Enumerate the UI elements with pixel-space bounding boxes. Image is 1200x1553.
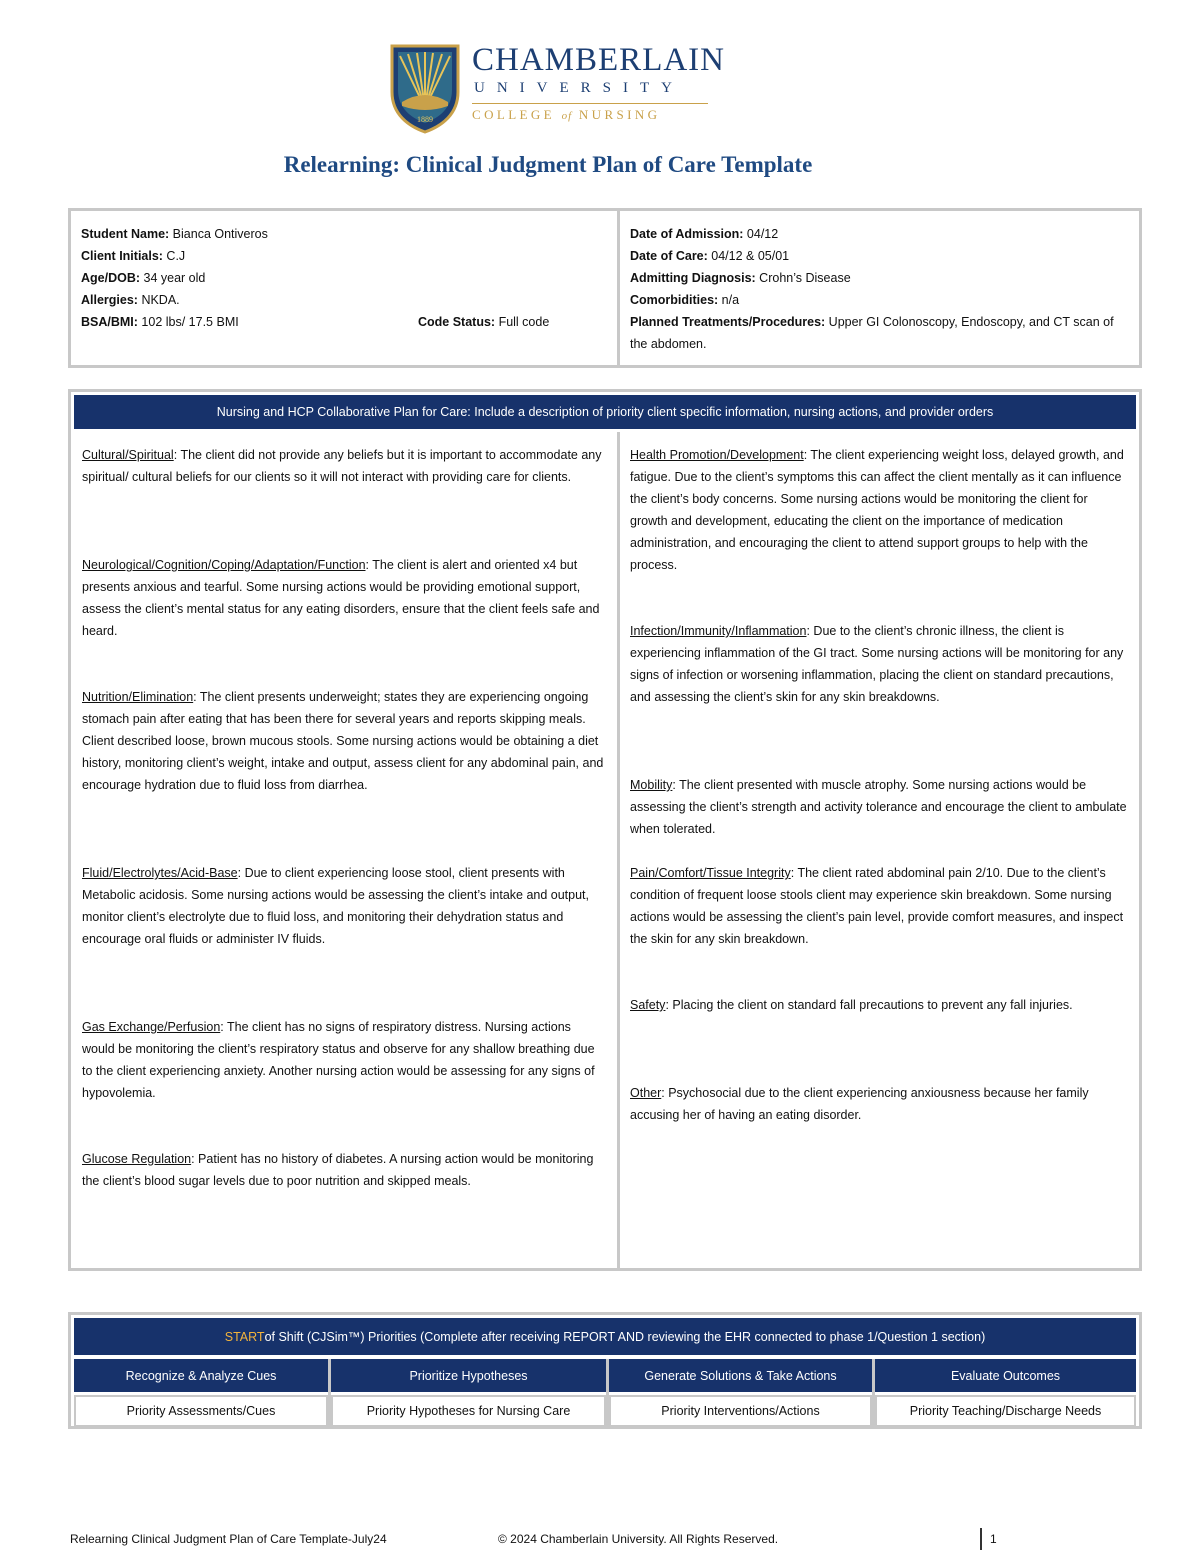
section-pain-comfort: Pain/Comfort/Tissue Integrity: The client rated abdominal pain 2/10. Due to the client’s condition of frequent loose stools client may experience skin breakdown. Some nursing actions would be assessing the client’s pain level, provide comfort measures, and inspect the skin for any skin breakdown.: [630, 866, 1124, 946]
start-shift-header: START of Shift (CJSim™) Priorities (Complete after receiving REPORT AND reviewing the EHR connected to phase 1/Question 1 section): [74, 1318, 1136, 1355]
client-initials-row: Client Initials: C.J: [81, 249, 186, 263]
priority-interventions: Priority Interventions/Actions: [609, 1395, 872, 1427]
page-number: 1: [990, 1532, 997, 1546]
section-nutrition-elimination: Nutrition/Elimination: The client presents underweight; states they are experiencing ongoing stomach pain after eating that has been there for several years and reports skipping meals. Client described loose, brown mucous stools. Some nursing actions would be obtaining a diet history, monitoring client’s weight, intake and output, assess client for any abdominal pain, and encourage hydration due to fluid loss from diarrhea.: [82, 690, 604, 792]
age-row: Age/DOB: 34 year old: [81, 271, 206, 285]
chamberlain-logo: [388, 42, 726, 134]
section-neurological: Neurological/Cognition/Coping/Adaptation/Function: The client is alert and oriented x4 but presents anxious and tearful. Some nursing actions would be providing emotional support, assess the client’s mental status for any eating disorders, ensure that the client feels safe and heard.: [82, 558, 600, 638]
client-info-left: [71, 211, 620, 365]
section-gas-exchange: Gas Exchange/Perfusion: The client has no signs of respiratory distress. Nursing actions would be monitoring the client’s respiratory status and observe for any shallow breathing due to the client experiencing anxiety. Another nursing action would be assessing for any signs of hypovolemia.: [82, 1020, 595, 1100]
care-plan-header: Nursing and HCP Collaborative Plan for Care: Include a description of priority client specific information, nursing actions, and provider orders: [74, 395, 1136, 429]
phase-recognize-analyze: Recognize & Analyze Cues: [74, 1359, 328, 1392]
footer-copyright: © 2024 Chamberlain University. All Rights Reserved.: [498, 1532, 779, 1546]
university-seal-icon: [388, 42, 462, 134]
phase-evaluate-outcomes: Evaluate Outcomes: [875, 1359, 1136, 1392]
client-info-right: [620, 211, 1139, 365]
logo-college: COLLEGE of NURSING: [472, 107, 661, 122]
logo-name: CHAMBERLAIN: [472, 42, 726, 78]
priority-assessments-cues: Priority Assessments/Cues: [74, 1395, 328, 1427]
priority-hypotheses: Priority Hypotheses for Nursing Care: [331, 1395, 606, 1427]
phase-prioritize-hypotheses: Prioritize Hypotheses: [331, 1359, 606, 1392]
start-shift-priorities-table: [68, 1312, 1142, 1429]
client-info-table: [68, 208, 1142, 368]
logo-university: UNIVERSITY: [474, 80, 684, 96]
allergies-row: Allergies: NKDA.: [81, 293, 180, 307]
logo-rule: [472, 103, 708, 104]
section-health-promotion: Health Promotion/Development: The client experiencing weight loss, delayed growth, and fatigue. Due to the client’s symptoms this can affect the client mentally as it can influence the client’s body concerns. Some nursing actions would be monitoring the client for growth and development, educating the client on the importance of medication administration, and encouraging the client to attend support groups to help with the process.: [630, 448, 1124, 572]
svg-text:1889: 1889: [417, 115, 433, 124]
priority-teaching-discharge: Priority Teaching/Discharge Needs: [875, 1395, 1136, 1427]
section-fluid-electrolytes: Fluid/Electrolytes/Acid-Base: Due to client experiencing loose stool, client presents with Metabolic acidosis. Some nursing actions would be assessing the client’s intake and output, monitor client’s electrolyte due to fluid loss, and monitoring their dehydration status and encourage oral fluids or administer IV fluids.: [82, 866, 590, 946]
section-glucose-regulation: Glucose Regulation: Patient has no history of diabetes. A nursing action would be monitoring the client’s blood sugar levels due to poor nutrition and skipped meals.: [82, 1152, 594, 1188]
page-title: Relearning: Clinical Judgment Plan of Care Template: [283, 152, 813, 177]
care-plan-left-column: [71, 432, 620, 1268]
care-plan-right-column: [620, 432, 1139, 1268]
bsa-bmi-row: BSA/BMI: 102 lbs/ 17.5 BMI: [81, 315, 239, 329]
section-infection-immunity: Infection/Immunity/Inflammation: Due to the client’s chronic illness, the client is experiencing inflammation of the GI tract. Some nursing actions will be monitoring for any signs of infection or worsening inflammation, placing the client on standard precautions, and assessing the client’s skin for any skin breakdowns.: [630, 624, 1124, 704]
footer-template-name: Relearning Clinical Judgment Plan of Care Template-July24: [70, 1532, 387, 1546]
comorbidities-row: Comorbidities: n/a: [630, 293, 740, 307]
treatments-row: Planned Treatments/Procedures: Upper GI Colonoscopy, Endoscopy, and CT scan of the abdomen.: [630, 315, 1114, 351]
student-name-row: Student Name: Bianca Ontiveros: [81, 227, 268, 241]
footer-divider: [980, 1528, 982, 1550]
care-plan-table: [68, 389, 1142, 1271]
section-mobility: Mobility: The client presented with muscle atrophy. Some nursing actions would be assessing the client’s strength and activity tolerance and encourage the client to ambulate when tolerated.: [630, 778, 1127, 836]
section-other: Other: Psychosocial due to the client experiencing anxiousness because her family accusing her of having an eating disorder.: [630, 1086, 1089, 1122]
section-safety: Safety: Placing the client on standard fall precautions to prevent any fall injuries.: [630, 998, 1073, 1012]
admission-date-row: Date of Admission: 04/12: [630, 227, 779, 241]
code-status-row: Code Status: Full code: [418, 315, 550, 329]
section-cultural-spiritual: Cultural/Spiritual: The client did not provide any beliefs but it is important to accommodate any spiritual/ cultural beliefs for our clients so it will not interact with providing care for clients.: [82, 448, 602, 484]
date-of-care-row: Date of Care: 04/12 & 05/01: [630, 249, 790, 263]
phase-generate-solutions: Generate Solutions & Take Actions: [609, 1359, 872, 1392]
diagnosis-row: Admitting Diagnosis: Crohn’s Disease: [630, 271, 851, 285]
